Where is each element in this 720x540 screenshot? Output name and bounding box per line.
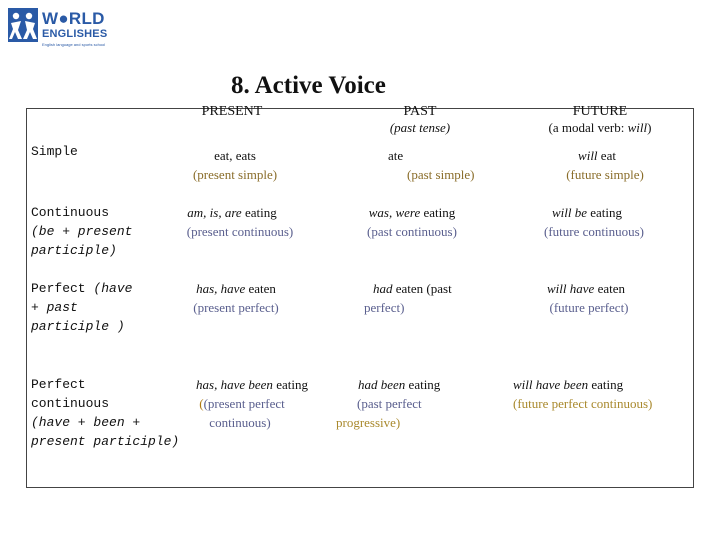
simple-present-name: (present simple) [192,167,278,182]
row-label-perfect-continuous: Perfect continuous (have + been + present participle) [31,377,180,449]
row-label-perfect: Perfect (have + past participle ) [31,281,133,334]
continuous-present-name: (present continuous) [186,224,294,239]
simple-future-form: will eat [578,148,616,163]
perfect-continuous-past-cell [336,375,476,432]
simple-past-name: (past simple) [407,167,475,182]
continuous-past-name: (past continuous) [367,224,457,239]
continuous-future-cell [528,203,660,241]
logo-people-icon [8,8,38,42]
continuous-future-form: will be eating [551,205,623,220]
simple-present-cell [170,146,300,184]
simple-future-name: (future simple) [566,167,644,182]
perfect-future-cell [530,279,648,317]
slide-title: 8. Active Voice [231,72,386,99]
perfect-future-form: will have eaten [547,281,625,296]
perfect-past-form: had eaten (past [373,281,452,296]
continuous-present-form: am, is, are eating [187,205,277,220]
simple-past-cell [388,146,508,184]
row-label-simple: Simple [31,144,78,159]
continuous-present-cell [170,203,310,241]
continuous-past-cell [350,203,474,241]
perfect-future-name: (future perfect) [549,300,629,315]
header-past-label: PAST [403,104,437,119]
row-label-continuous: Continuous (be + present participle) [31,205,133,258]
perfect-continuous-future-cell [513,375,693,413]
perfect-continuous-past-form: had been eating [358,377,441,392]
perfect-past-cell [364,279,494,317]
header-future-label: FUTURE [572,104,628,119]
logo-word-englishes: ENGLISHES [42,28,108,40]
logo-word-world: W●RLD [42,9,105,28]
header-past-sub: (past tense) [389,120,451,135]
perfect-present-form: has, have eaten [196,281,276,296]
perfect-continuous-present-name-2: continuous) [209,415,271,430]
perfect-continuous-present-form: has, have been eating [196,377,308,392]
logo-tagline: English language and sports school [42,42,106,47]
header-future [530,104,670,136]
perfect-continuous-past-name: (past perfect [357,396,422,411]
simple-present-form: eat, eats [214,148,256,163]
continuous-past-form: was, were eating [368,205,456,220]
simple-future-cell [535,146,675,184]
header-present: PRESENT [201,104,263,119]
perfect-continuous-future-form: will have been eating [513,377,624,392]
header-future-sub: (a modal verb: will) [548,120,652,135]
table-left-border [26,108,27,488]
perfect-past-name: perfect) [364,300,405,315]
table-right-border [693,108,694,488]
perfect-continuous-present-name: ((present perfect [199,396,285,411]
perfect-continuous-present-cell [176,375,328,432]
world-englishes-logo [8,8,120,46]
table-bottom-border [26,487,694,488]
perfect-present-name: (present perfect) [193,300,279,315]
header-past [360,104,480,136]
continuous-future-name: (future continuous) [543,224,644,239]
perfect-continuous-future-name: (future perfect continuous) [513,396,653,411]
perfect-present-cell [172,279,300,317]
simple-past-form: ate [388,148,404,163]
perfect-continuous-past-name-2: progressive) [336,415,401,430]
